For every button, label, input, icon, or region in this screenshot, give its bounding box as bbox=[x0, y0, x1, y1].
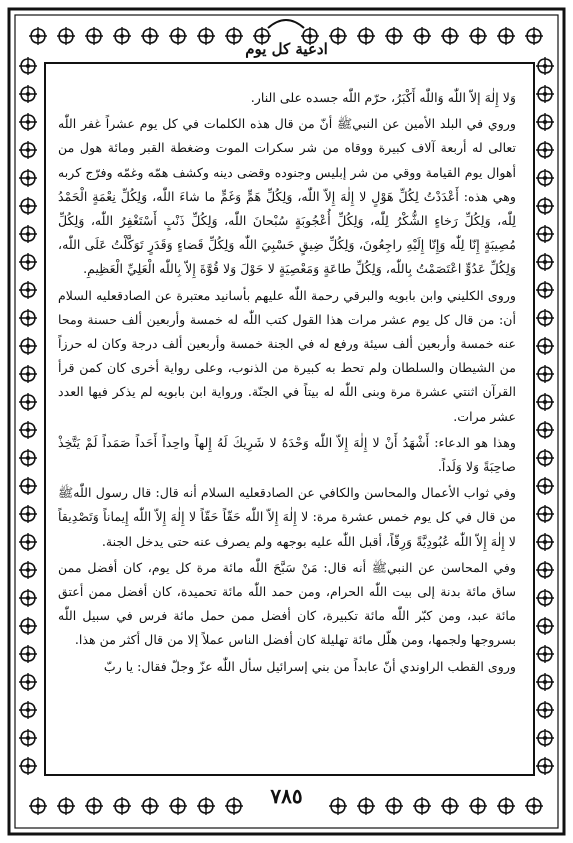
page-body bbox=[58, 86, 516, 766]
paragraph: وفي ثواب الأعمال والمحاسن والكافي عن الصادقعليه السلام أنه قال: قال رسول اللّٰهﷺ من قال في كل يوم خمس عشرة مرة: لا إِلٰهَ إِلاّ اللّٰه حَقّاً حَقّاً لا إِلٰهَ إِلاّ اللّٰه إِيماناً وَتَصْدِيقاً لا إِلٰهَ إِلاّ اللّٰه عُبُودِيَّةً وَرِقّاً، أقبل اللّٰه عليه بوجهه ولم يصرف عنه حتى يدخل الجنة. bbox=[58, 485, 516, 549]
paragraph: وفي المحاسن عن النبيﷺ أنه قال: مَنْ سَبَّحَ اللّٰه مائة مرة كل يوم، كان أفضل ممن ساق مائة بدنة إلى بيت اللّٰه الحرام، ومن حمد اللّٰه مائة تحميدة، كان أفضل ممن أعتق مائة عبد، ومن كبّر اللّٰه مائة تكبيرة، كان أفضل ممن حمل مائة فرس في سبيل اللّٰه بسروجها ولجمها، ومن هلّل مائة تهليلة كان أفضل الناس عملاً إلا من قال أكثر من هذا. bbox=[58, 559, 516, 648]
paragraph: وروى القطب الراوندي أنّ عابداً من بني إسرائيل سأل اللّٰه عزّ وجلّ فقال: يا ربّ bbox=[103, 658, 516, 674]
running-header: ادعية كل يوم bbox=[245, 40, 328, 58]
paragraph: وروى الكليني وابن بابويه والبرقي رحمة اللّٰه عليهم بأسانيد معتبرة عن الصادقعليه السلام أن: من قال كل يوم عشر مرات هذا القول كتب اللّٰه له خمسة وأربعين ألف حسنة ومحا عنه خمسة وأربعين ألف سيئة ورفع له في الجنة خمسة وأربعين ألف درجة وكان له حرزاً من الشيطان والسلطان ولم تحط به كبيرة من الذنوب، وعلى رواية أخرى كان كمن قرأ القرآن اثنتي عشرة مرة وبنى اللّٰه له بيتاً في الجنّة. ورواية ابن بابويه لم يذكر فيها العدد عشر مرات. bbox=[58, 287, 516, 424]
paragraph: وهذا هو الدعاء: أَشْهَدُ أَنْ لا إِلٰهَ إِلاّ اللّٰه وَحْدَهُ لا شَرِيكَ لَهُ إِلهاً واحِداً أَحَداً صَمَداً لَمْ يَتَّخِذْ صاحِبَةً وَلا وَلَداً. bbox=[58, 434, 516, 475]
paragraph: وروي في البلد الأمين عن النبيﷺ أنّ من قال هذه الكلمات في كل يوم عشراً غفر اللّٰه تعالى له أربعة آلاف كبيرة ووقاه من شر سكرات الموت وضغطة القبر ومائة هول من أهوال يوم القيامة ووقي من شر إبليس وجنوده وقضى دينه وكشف همّه وغمّه وفرّج كربه وهي هذه: أَعْدَدْتُ لِكُلِّ هَوْلٍ لا إِلٰهَ إِلاّ اللّٰه، وَلِكُلِّ هَمٍّ وَغَمٍّ ما شاءَ اللّٰه، وَلِكُلِّ نِعْمَةٍ الْحَمْدُ لِلّٰه، وَلِكُلِّ رَخاءٍ الشُّكْرُ لِلّٰه، وَلِكُلِّ أُعْجُوبَةٍ سُبْحانَ اللّٰه، وَلِكُلِّ ذَنْبٍ أَسْتَغْفِرُ اللّٰه، وَلِكُلِّ مُصِيبَةٍ إِنّا لِلّٰه وَإِنّا إِلَيْهِ راجِعُونَ، وَلِكُلِّ ضِيقٍ حَسْبِيَ اللّٰه وَلِكُلِّ قَضاءٍ وَقَدَرٍ تَوَكَّلْتُ عَلَى اللّٰه، وَلِكُلِّ عَدُوٍّ اعْتَصَمْتُ بِاللّٰه، وَلِكُلِّ طاعَةٍ وَمَعْصِيَةٍ لا حَوْلَ وَلا قُوَّةَ إِلاّ بِاللّٰه الْعَلِيِّ الْعَظِيمِ. bbox=[58, 116, 516, 277]
paragraph: وَلا إِلٰهَ إلاّ اللّٰه وَاللّٰه أَكْبَرُ، حرّم اللّٰه جسده على النار. bbox=[250, 90, 516, 105]
page-number: ٧٨٥ bbox=[270, 784, 303, 808]
